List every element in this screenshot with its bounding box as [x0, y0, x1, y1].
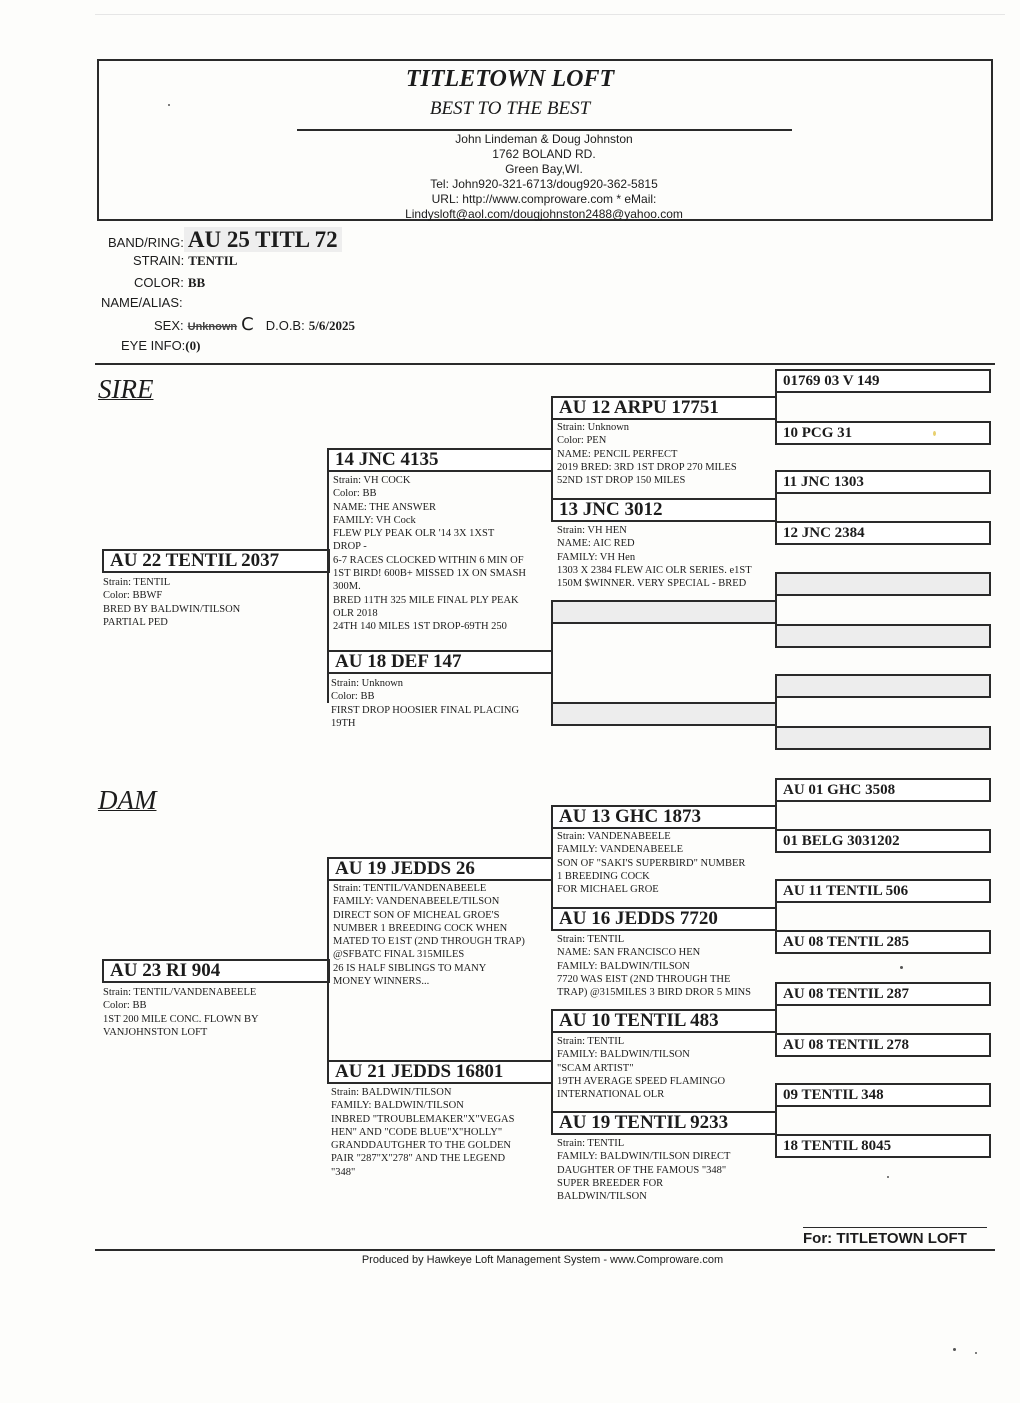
band-label: BAND/RING: [108, 235, 184, 250]
detail-line: FAMILY: VANDENABEELE [557, 844, 684, 856]
scan-speck [168, 104, 170, 106]
dam-great-grandparent-6: AU 08 TENTIL 278 [775, 1033, 991, 1057]
detail-line: 26 IS HALF SIBLINGS TO MANY [333, 962, 487, 974]
dam-dam-dam-details [557, 1137, 730, 1203]
sire-sire-details [333, 474, 526, 634]
detail-line: "SCAM ARTIST" [557, 1062, 634, 1074]
header-divider [297, 129, 792, 131]
detail-line: BALDWIN/TILSON [557, 1191, 647, 1203]
sire-great-grandparent-1: 01769 03 V 149 [775, 369, 991, 393]
scan-speck [933, 431, 936, 436]
contact-url: URL: http://www.comproware.com * eMail: [431, 192, 657, 206]
loft-title: TITLETOWN LOFT [405, 66, 615, 92]
sex-handwritten-value: C [241, 314, 254, 335]
sire-great-grandparent-3: 11 JNC 1303 [775, 470, 991, 494]
dam-great-grandparent-1: AU 01 GHC 3508 [775, 778, 991, 802]
produced-by-text: Produced by Hawkeye Loft Management System - www.Comproware.com [361, 1254, 724, 1266]
detail-line: DIRECT SON OF MICHEAL GROE'S [333, 909, 500, 921]
contact-block [0, 132, 1020, 222]
detail-line: 300M. [333, 581, 361, 593]
dam-great-grandparent-2: 01 BELG 3031202 [775, 829, 991, 853]
detail-line: TRAP) @315MILES 3 BIRD DROR 5 MINS [557, 987, 752, 999]
loft-slogan: BEST TO THE BEST [429, 98, 591, 119]
sire-sire-sire-band-box: AU 12 ARPU 17751 [551, 396, 777, 420]
eye-label: EYE INFO: [121, 338, 186, 353]
detail-line: FAMILY: BALDWIN/TILSON [331, 1100, 464, 1112]
detail-line: MONEY WINNERS... [333, 976, 430, 988]
detail-line: MATED TO E1ST (2ND THROUGH TRAP) [333, 936, 525, 948]
dam-dam-band-box: AU 21 JEDDS 16801 [327, 1060, 553, 1084]
detail-line: BRED BY BALDWIN/TILSON [103, 603, 241, 615]
detail-line: DAUGHTER OF THE FAMOUS "348" [557, 1164, 727, 1176]
dam-connector [327, 858, 329, 1084]
detail-line: Strain: TENTIL [557, 1036, 625, 1047]
for-divider [803, 1227, 987, 1228]
band-row [108, 227, 342, 253]
contact-phone: Tel: John920-321-6713/doug920-362-5815 [430, 177, 658, 191]
dam-great-grandparent-4: AU 08 TENTIL 285 [775, 930, 991, 954]
contact-city: Green Bay,WI. [505, 162, 583, 176]
contact-owners: John Lindeman & Doug Johnston [455, 132, 633, 146]
color-label: COLOR: [134, 275, 184, 290]
detail-line: FAMILY: BALDWIN/TILSON [557, 1049, 690, 1061]
detail-line: INBRED "TROUBLEMAKER"X"VEGAS [331, 1113, 515, 1125]
dam-dam-sire-details [557, 1035, 725, 1101]
detail-line: FAMILY: VH Cock [333, 514, 416, 526]
detail-line: Strain: VH HEN [557, 525, 627, 536]
detail-line: Strain: VH COCK [333, 475, 411, 486]
sire-great-grandparent-6 [775, 624, 991, 648]
dam-sire-dam-details [557, 933, 751, 999]
sire-great-grandparent-2: 10 PCG 31 [775, 421, 991, 445]
detail-line: Strain: TENTIL/VANDENABEELE [103, 987, 257, 998]
detail-line: FAMILY: BALDWIN/TILSON DIRECT [557, 1151, 731, 1163]
contact-email: Lindysloft@aol.com/dougjohnston2488@yahoo.com [405, 207, 683, 221]
detail-line: 24TH 140 MILES 1ST DROP-69TH 250 [333, 621, 507, 633]
dam-great-grandparent-5: AU 08 TENTIL 287 [775, 982, 991, 1006]
detail-line: Strain: TENTIL [103, 577, 171, 588]
page-top-edge [95, 14, 1005, 15]
detail-line: GRANDDAUTGHER TO THE GOLDEN [331, 1140, 511, 1152]
detail-line: PARTIAL PED [103, 616, 168, 628]
detail-line: 1ST 200 MILE CONC. FLOWN BY [103, 1013, 259, 1025]
dam-great-grandparent-7: 09 TENTIL 348 [775, 1083, 991, 1107]
detail-line: NAME: SAN FRANCISCO HEN [557, 947, 701, 959]
band-value: AU 25 TITL 72 [184, 227, 342, 252]
sire-section-label: SIRE [98, 374, 154, 404]
detail-line: Color: BB [331, 691, 375, 703]
strain-value: TENTIL [188, 253, 238, 268]
dam-dam-details [331, 1086, 514, 1179]
for-loft-label: For: TITLETOWN LOFT [803, 1230, 967, 1247]
sex-row [154, 314, 355, 335]
color-value: BB [187, 275, 206, 290]
sire-band-box: AU 22 TENTIL 2037 [102, 549, 330, 573]
sire-sire-dam-details [557, 524, 752, 590]
detail-line: Strain: Unknown [557, 422, 630, 433]
sire-great-grandparent-8 [775, 726, 991, 750]
sex-struck-value: Unknown [187, 321, 238, 333]
sire-sire-band-box: 14 JNC 4135 [327, 448, 553, 472]
dam-sire-band-box: AU 19 JEDDS 26 [327, 857, 553, 881]
detail-line: 150M $WINNER. VERY SPECIAL - BRED [557, 578, 747, 590]
detail-line: @SFBATC FINAL 315MILES [333, 949, 465, 961]
sire-dam-dam-band-box [551, 702, 777, 726]
dam-sire-details [333, 882, 525, 988]
detail-line: PAIR "287"X"278" AND THE LEGEND [331, 1153, 506, 1165]
strain-label: STRAIN: [133, 253, 185, 268]
sire-dam-details [331, 677, 519, 730]
dam-sire-dam-band-box: AU 16 JEDDS 7720 [551, 907, 777, 931]
dam-great-grandparent-8: 18 TENTIL 8045 [775, 1134, 991, 1158]
sire-great-grandparent-4: 12 JNC 2384 [775, 521, 991, 545]
detail-line: "348" [331, 1166, 356, 1178]
detail-line: BRED 11TH 325 MILE FINAL PLY PEAK [333, 594, 519, 606]
detail-line: HEN" AND "CODE BLUE"X"HOLLY" [331, 1126, 503, 1138]
name-row [101, 294, 183, 312]
scan-speck [975, 1352, 977, 1354]
detail-line: INTERNATIONAL OLR [557, 1089, 665, 1101]
detail-line: FOR MICHAEL GROE [557, 884, 659, 896]
sire-dam-band-box: AU 18 DEF 147 [327, 650, 553, 674]
detail-line: Strain: BALDWIN/TILSON [331, 1087, 452, 1098]
detail-line: FAMILY: VH Hen [557, 551, 636, 563]
footer-divider [95, 1249, 995, 1251]
scan-speck [953, 1348, 956, 1351]
sire-sire-sire-details [557, 421, 737, 487]
detail-line: 1ST BIRD! 600B+ MISSED 1X ON SMASH [333, 568, 527, 580]
detail-line: NUMBER 1 BREEDING COCK WHEN [333, 922, 508, 934]
detail-line: Strain: TENTIL [557, 1138, 625, 1149]
dob-label: D.O.B: [265, 318, 305, 333]
detail-line: FIRST DROP HOOSIER FINAL PLACING [331, 704, 520, 716]
detail-line: 7720 WAS EIST (2ND THROUGH THE [557, 973, 731, 985]
strain-row [133, 252, 237, 270]
detail-line: Strain: TENTIL [557, 934, 625, 945]
dam-section-label: DAM [98, 785, 157, 815]
dam-sire-sire-details [557, 830, 745, 896]
eye-value: (0) [185, 338, 201, 353]
detail-line: FAMILY: VANDENABEELE/TILSON [333, 896, 500, 908]
sire-dam-sire-band-box [551, 600, 777, 624]
dam-details [103, 986, 259, 1039]
scan-speck [900, 966, 903, 969]
dam-band-box: AU 23 RI 904 [102, 959, 330, 983]
detail-line: DROP - [333, 541, 367, 553]
eye-row [121, 337, 200, 355]
sire-great-grandparent-7 [775, 674, 991, 698]
detail-line: Strain: VANDENABEELE [557, 831, 671, 842]
detail-line: 19TH AVERAGE SPEED FLAMINGO [557, 1075, 726, 1087]
detail-line: FAMILY: BALDWIN/TILSON [557, 960, 690, 972]
color-row [134, 274, 205, 292]
sire-details [103, 576, 240, 629]
dam-sire-sire-band-box: AU 13 GHC 1873 [551, 805, 777, 829]
dam-dam-dam-band-box: AU 19 TENTIL 9233 [551, 1111, 777, 1135]
detail-line: NAME: AIC RED [557, 538, 635, 550]
detail-line: NAME: PENCIL PERFECT [557, 448, 678, 460]
detail-line: Strain: Unknown [331, 678, 404, 689]
scan-speck [887, 1176, 889, 1178]
detail-line: 6-7 RACES CLOCKED WITHIN 6 MIN OF [333, 554, 524, 566]
sire-great-grandparent-5 [775, 572, 991, 596]
detail-line: VANJOHNSTON LOFT [103, 1026, 208, 1038]
detail-line: Color: BB [103, 1000, 147, 1012]
detail-line: 1 BREEDING COCK [557, 870, 650, 882]
contact-street: 1762 BOLAND RD. [492, 147, 596, 161]
name-label: NAME/ALIAS: [101, 295, 183, 310]
detail-line: SON OF "SAKI'S SUPERBIRD" NUMBER [557, 857, 746, 869]
detail-line: NAME: THE ANSWER [333, 501, 437, 513]
detail-line: 2019 BRED: 3RD 1ST DROP 270 MILES [557, 461, 737, 473]
detail-line: FLEW PLY PEAK OLR '14 3X 1XST [333, 528, 495, 540]
pedigree-divider [95, 363, 995, 365]
dam-great-grandparent-3: AU 11 TENTIL 506 [775, 879, 991, 903]
detail-line: 1303 X 2384 FLEW AIC OLR SERIES. e1ST [557, 564, 752, 576]
detail-line: Strain: TENTIL/VANDENABEELE [333, 883, 487, 894]
sire-sire-dam-band-box: 13 JNC 3012 [551, 498, 777, 522]
dob-value: 5/6/2025 [308, 318, 355, 333]
detail-line: OLR 2018 [333, 607, 378, 619]
detail-line: 52ND 1ST DROP 150 MILES [557, 475, 686, 487]
detail-line: Color: BB [333, 488, 377, 500]
detail-line: SUPER BREEDER FOR [557, 1177, 664, 1189]
dam-dam-sire-band-box: AU 10 TENTIL 483 [551, 1009, 777, 1033]
detail-line: Color: PEN [557, 435, 607, 447]
detail-line: Color: BBWF [103, 590, 163, 602]
sex-label: SEX: [154, 318, 184, 333]
detail-line: 19TH [331, 717, 356, 729]
